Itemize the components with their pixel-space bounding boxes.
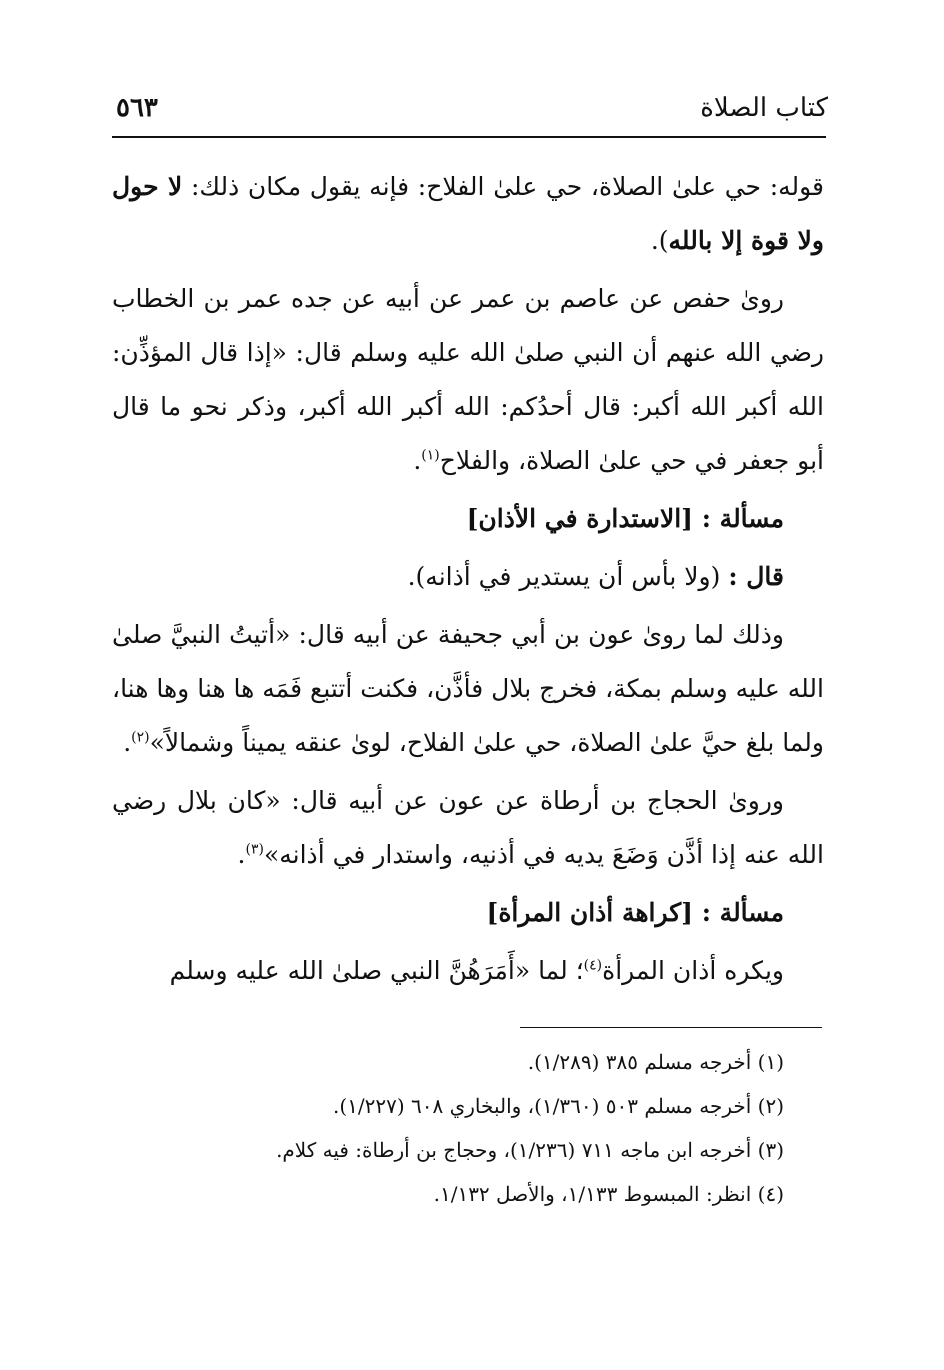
page-header [116, 88, 828, 132]
footnote-ref-1: (١) [421, 447, 440, 464]
bold-phrase: لا حول ولا قوة إلا بالله [112, 172, 824, 255]
footnote-ref-3: (٣) [245, 841, 264, 858]
paragraph-3: وذلك لما روىٰ عون بن أبي جحيفة عن أبيه قال: «أتيتُ النبيَّ صلىٰ الله عليه وسلم بمكة، فخرج بلال فأذَّن، فكنت أتتبع فَمَه ها هنا وها هنا، ولما بلغ حيَّ علىٰ الصلاة، حي علىٰ الفلاح، لوىٰ عنقه يميناً وشمالاً»$^{(٢)}$. [112, 620, 824, 757]
footnote-3: (٣) أخرجه ابن ماجه ٧١١ (١/٢٣٦)، وحجاج بن أرطاة: فيه كلام. [276, 1138, 784, 1162]
section-heading-2: مسألة : [كراهة أذان المرأة] [486, 898, 784, 927]
footnote-1: (١) أخرجه مسلم ٣٨٥ (١/٢٨٩). [527, 1050, 784, 1074]
running-title: كتاب الصلاة [700, 93, 828, 123]
paragraph-1: قوله: حي علىٰ الصلاة، حي علىٰ الفلاح: فإنه يقول مكان ذلك: لا حول ولا قوة إلا بالله). [112, 172, 824, 255]
footnotes [112, 1040, 824, 1216]
footnote-ref-2: (٢) [131, 729, 150, 746]
paragraph-2: رویٰ حفص عن عاصم بن عمر عن أبيه عن جده عمر بن الخطاب رضي الله عنهم أن النبي صلىٰ الله عليه وسلم قال: «إذا قال المؤذِّن: الله أكبر الله أكبر: قال أحدُكم: الله أكبر الله أكبر، وذكر نحو ما قال أبو جعفر في حي علىٰ الصلاة، والفلاح$^{(١)}$. [112, 284, 824, 475]
footnote-rule [520, 1027, 822, 1028]
quoted-text: قال : (ولا بأس أن يستدير في أذانه). [407, 562, 784, 591]
paragraph-4: ورویٰ الحجاج بن أرطاة عن عون عن أبيه قال: «كان بلال رضي الله عنه إذا أذَّن وَضَعَ يديه في أذنيه، واستدار في أذانه»$^{(٣)}$. [112, 786, 824, 869]
paragraph-5: ويكره أذان المرأة$^{(٤)}$؛ لما «أَمَرَهُنَّ النبي صلىٰ الله عليه وسلم [169, 956, 784, 985]
footnote-4: (٤) انظر: المبسوط ١/١٣٣، والأصل ١/١٣٢. [433, 1182, 784, 1206]
section-heading-1: مسألة : [الاستدارة في الأذان] [466, 504, 784, 533]
main-text [112, 160, 824, 1002]
page-number: ٥٦٣ [116, 93, 158, 123]
footnote-ref-4: (٤) [583, 957, 603, 974]
header-rule [112, 136, 826, 138]
footnote-2: (٢) أخرجه مسلم ٥٠٣ (١/٣٦٠)، والبخاري ٦٠٨ (١/٢٢٧). [332, 1094, 784, 1118]
